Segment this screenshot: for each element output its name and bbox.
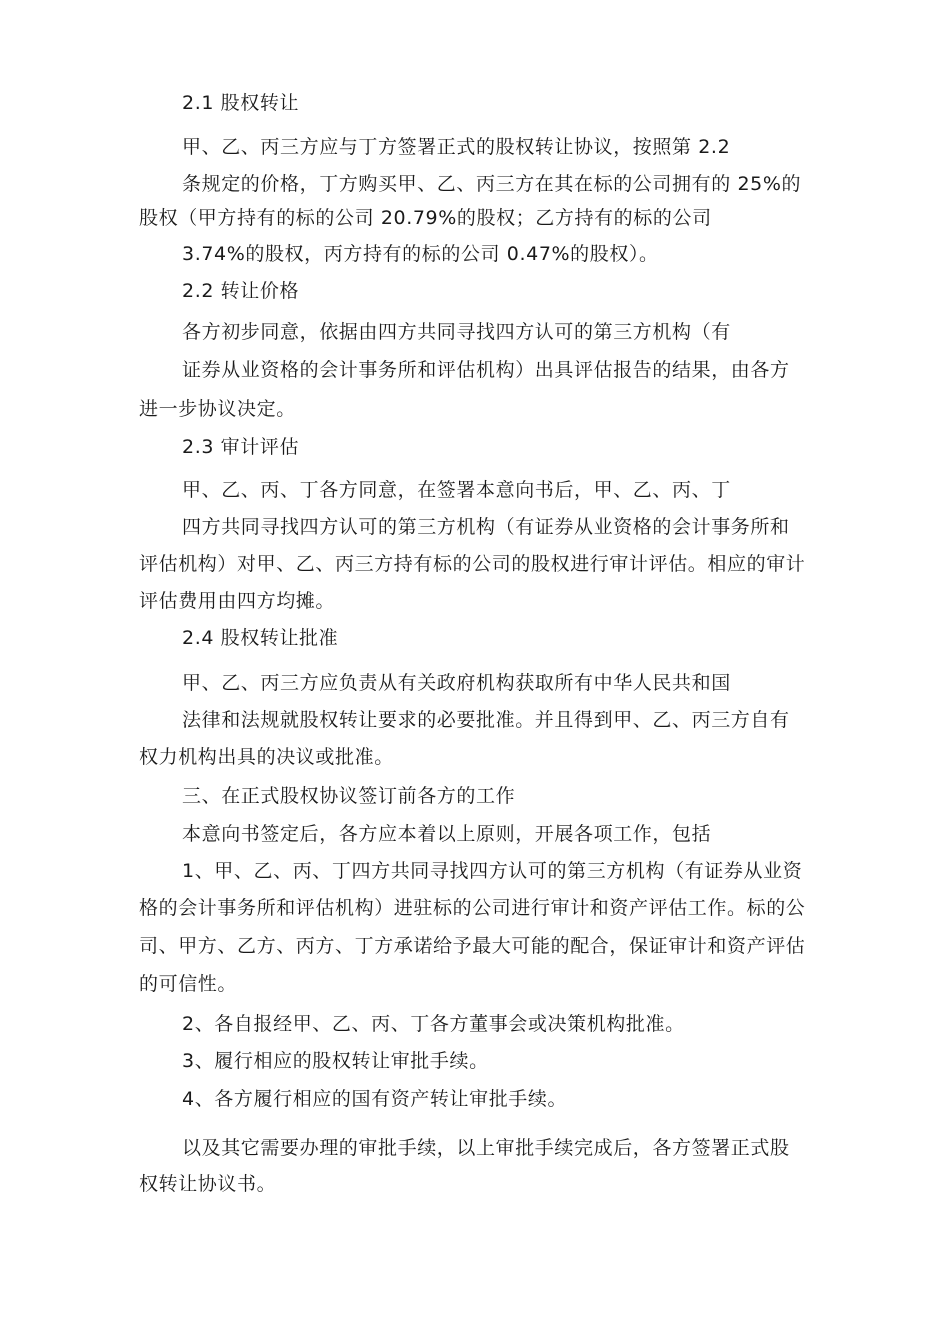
- heading-2-3: 2.3 审计评估: [182, 436, 300, 458]
- paragraph-line: 本意向书签定后，各方应本着以上原则，开展各项工作，包括: [182, 823, 712, 845]
- paragraph-line: 法律和法规就股权转让要求的必要批准。并且得到甲、乙、丙三方自有: [182, 709, 790, 731]
- heading-2-4: 2.4 股权转让批准: [182, 627, 339, 649]
- list-item-2: 2、各自报经甲、乙、丙、丁各方董事会或决策机构批准。: [182, 1013, 685, 1035]
- paragraph-line: 以及其它需要办理的审批手续，以上审批手续完成后，各方签署正式股: [182, 1137, 790, 1159]
- heading-2-1: 2.1 股权转让: [182, 92, 300, 114]
- heading-2-2: 2.2 转让价格: [182, 280, 300, 302]
- paragraph-line: 评估费用由四方均摊。: [139, 590, 336, 612]
- paragraph-line: 进一步协议决定。: [139, 398, 296, 420]
- paragraph-line: 3.74%的股权，丙方持有的标的公司 0.47%的股权）。: [182, 243, 659, 265]
- paragraph-line: 证券从业资格的会计事务所和评估机构）出具评估报告的结果，由各方: [182, 359, 790, 381]
- paragraph-line: 权力机构出具的决议或批准。: [139, 746, 394, 768]
- paragraph-line: 条规定的价格，丁方购买甲、乙、丙三方在其在标的公司拥有的 25%的: [182, 173, 802, 195]
- paragraph-line: 甲、乙、丙三方应与丁方签署正式的股权转让协议，按照第 2.2: [182, 136, 731, 158]
- paragraph-line: 甲、乙、丙三方应负责从有关政府机构获取所有中华人民共和国: [182, 672, 731, 694]
- paragraph-line: 甲、乙、丙、丁各方同意，在签署本意向书后，甲、乙、丙、丁: [182, 479, 731, 501]
- paragraph-line: 权转让协议书。: [139, 1173, 277, 1195]
- list-item-3: 3、履行相应的股权转让审批手续。: [182, 1050, 489, 1072]
- paragraph-line: 司、甲方、乙方、丙方、丁方承诺给予最大可能的配合，保证审计和资产评估: [139, 935, 806, 957]
- paragraph-line: 四方共同寻找四方认可的第三方机构（有证券从业资格的会计事务所和: [182, 516, 790, 538]
- list-item-4: 4、各方履行相应的国有资产转让审批手续。: [182, 1088, 568, 1110]
- paragraph-line: 格的会计事务所和评估机构）进驻标的公司进行审计和资产评估工作。标的公: [139, 897, 806, 919]
- paragraph-line: 各方初步同意，依据由四方共同寻找四方认可的第三方机构（有: [182, 321, 731, 343]
- list-item-1: 1、甲、乙、丙、丁四方共同寻找四方认可的第三方机构（有证券从业资: [182, 860, 803, 882]
- paragraph-line: 的可信性。: [139, 973, 238, 995]
- paragraph-line: 评估机构）对甲、乙、丙三方持有标的公司的股权进行审计评估。相应的审计: [139, 553, 806, 575]
- section-3-heading: 三、在正式股权协议签订前各方的工作: [182, 785, 516, 807]
- paragraph-line: 股权（甲方持有的标的公司 20.79%的股权；乙方持有的标的公司: [139, 207, 712, 229]
